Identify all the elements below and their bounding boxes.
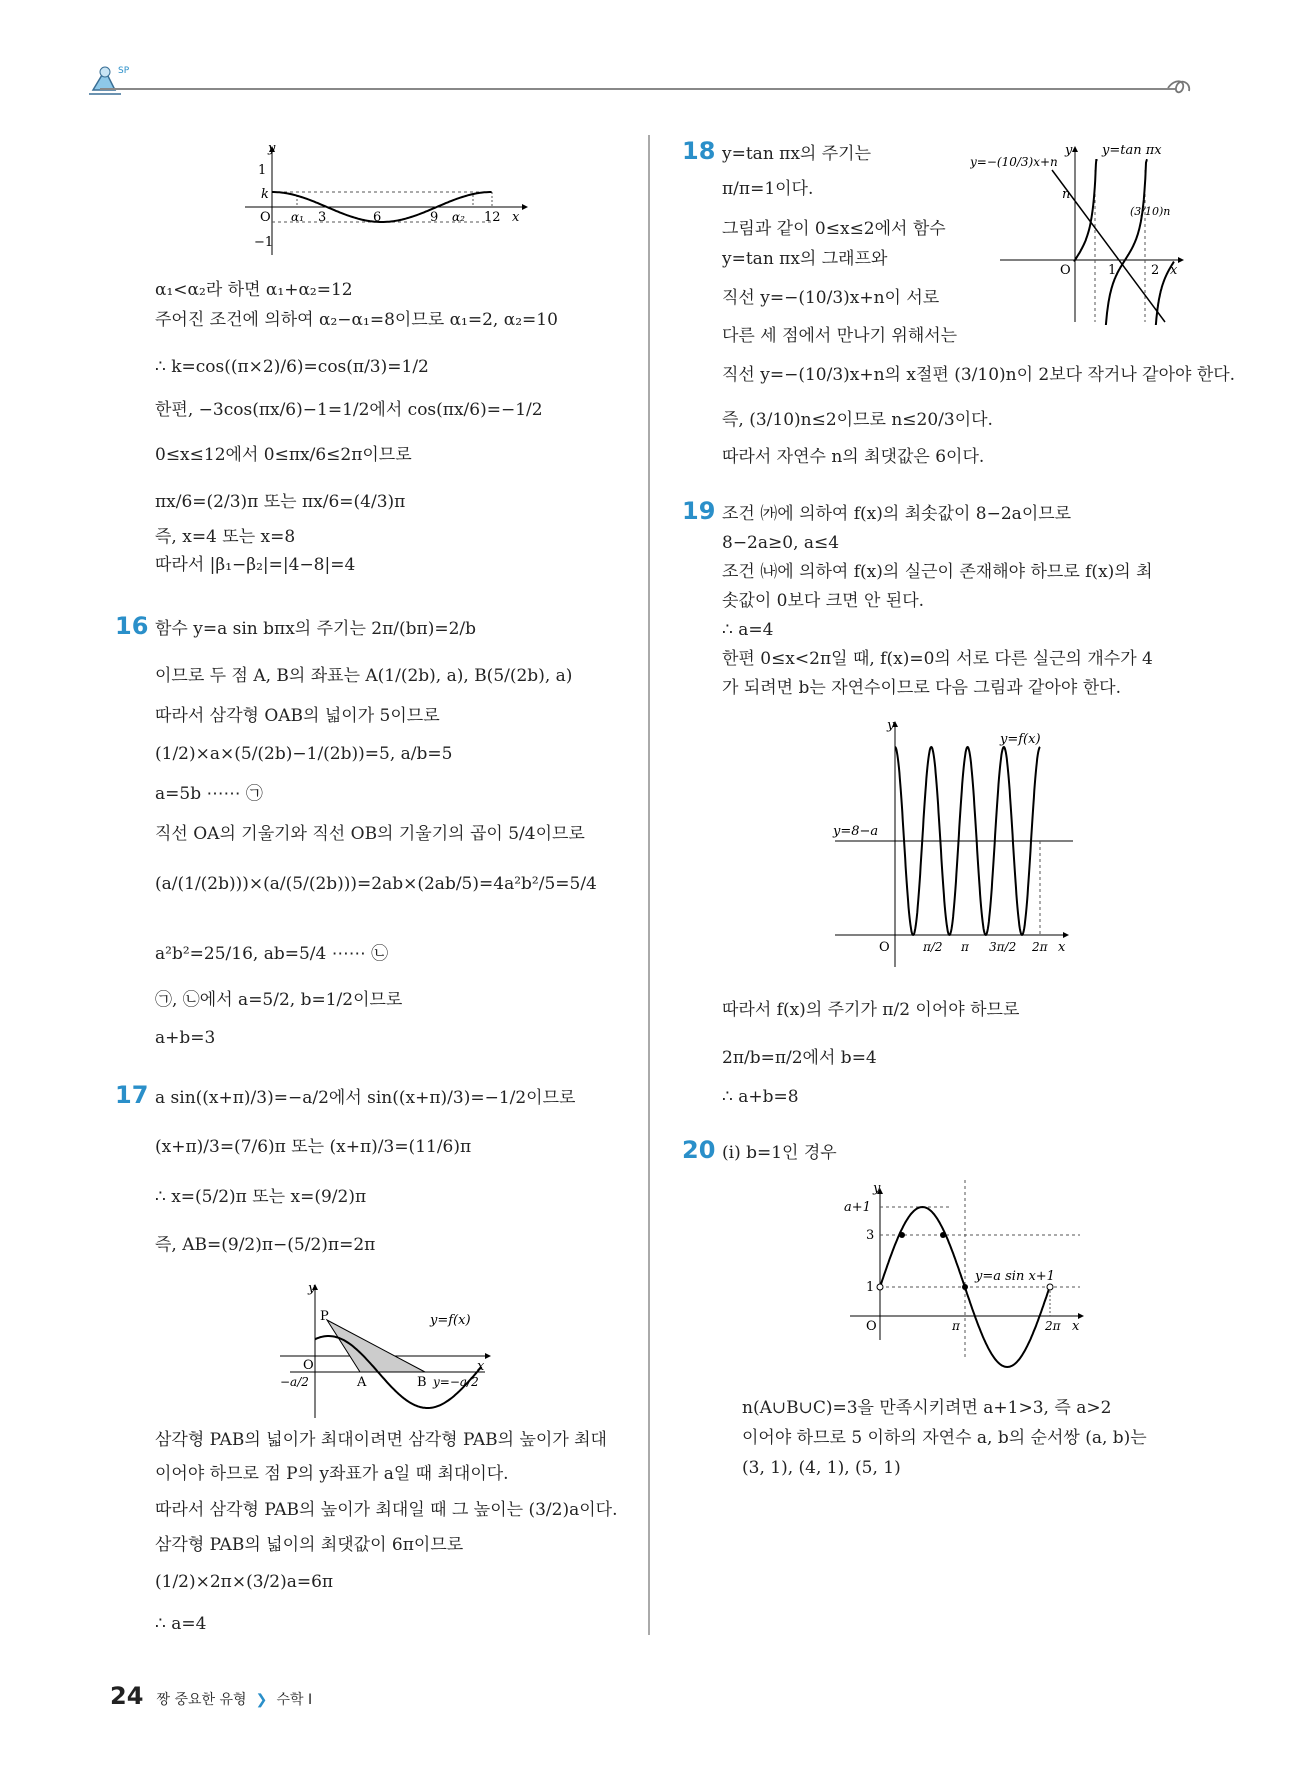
p16-line-7: (a/(1/(2b)))×(a/(5/(2b)))=2ab×(2ab/5)=4a²b²/5=5/4 (155, 874, 597, 894)
y-label: y (1065, 143, 1073, 158)
tick-1: 1 (1108, 263, 1117, 278)
y-label: y (873, 1181, 881, 1196)
origin-label: O (303, 1358, 314, 1373)
p15-line-8: 따라서 |β₁−β₂|=|4−8|=4 (155, 555, 356, 575)
x-axis-arrow (522, 204, 528, 210)
graph-18 (970, 140, 1185, 325)
p15-line-4: 한편, −3cos(πx/6)−1=1/2에서 cos(πx/6)=−1/2 (155, 400, 543, 420)
x-axis-arrow (485, 1353, 491, 1359)
x-label: x (1072, 1319, 1080, 1334)
fx-label: y=f(x) (430, 1313, 471, 1328)
tick-minus-one: −1 (254, 235, 274, 250)
tick-one: 1 (258, 163, 267, 178)
page-header (0, 0, 1300, 110)
line-label: y=−(10/3)x+n (970, 155, 1058, 169)
p18-line-3: 그림과 같이 0≤x≤2에서 함수 (722, 219, 946, 239)
origin-label: O (260, 210, 271, 225)
p20-line-2: n(A∪B∪C)=3을 만족시키려면 a+1>3, 즉 a>2 (742, 1398, 1112, 1418)
book-title: 짱 중요한 유형 (156, 1692, 247, 1708)
x-label: x (512, 210, 520, 225)
y-label: y (887, 718, 895, 733)
p19-line-2: 8−2a≥0, a≤4 (722, 533, 840, 553)
n-label: n (1062, 187, 1071, 202)
p20-line-3: 이어야 하므로 5 이하의 자연수 a, b의 순서쌍 (a, b)는 (742, 1428, 1147, 1448)
p18-line-5: 직선 y=−(10/3)x+n이 서로 (722, 288, 940, 308)
p19-line-4: 솟값이 0보다 크면 안 된다. (722, 591, 925, 611)
tick-pi-half: π/2 (923, 940, 943, 954)
tick-6: 6 (373, 210, 382, 225)
p17-line-6: 이어야 하므로 점 P의 y좌표가 a일 때 최대이다. (155, 1464, 509, 1484)
mascot-label: SP (118, 66, 130, 76)
tick-3: 3 (318, 210, 327, 225)
p19-line-3: 조건 ㈏에 의하여 f(x)의 실근이 존재해야 하므로 f(x)의 최 (722, 562, 1153, 582)
tick-a-plus-1: a+1 (844, 1200, 871, 1215)
p16-line-6: 직선 OA의 기울기와 직선 OB의 기울기의 곱이 5/4이므로 (155, 824, 585, 844)
p15-line-6: πx/6=(2/3)π 또는 πx/6=(4/3)π (155, 492, 406, 512)
p18-line-9: 따라서 자연수 n의 최댓값은 6이다. (722, 447, 985, 467)
tick-3: 3 (866, 1228, 875, 1243)
point-b-label: B (417, 1375, 427, 1390)
tick-two-pi: 2π (1032, 940, 1048, 954)
p15-line-2: 주어진 조건에 의하여 α₂−α₁=8이므로 α₁=2, α₂=10 (155, 310, 558, 330)
p19-line-10: ∴ a+b=8 (722, 1087, 799, 1107)
graph-19 (825, 715, 1075, 970)
point-pi (962, 1284, 968, 1290)
problem-16-number: 16 (115, 612, 149, 640)
line-label: y=8−a (833, 824, 879, 839)
p17-line-7: 따라서 삼각형 PAB의 높이가 최대일 때 그 높이는 (3/2)a이다. (155, 1500, 618, 1520)
p17-line-8: 삼각형 PAB의 넓이의 최댓값이 6π이므로 (155, 1535, 464, 1555)
tan-label: y=tan πx (1102, 143, 1162, 158)
p18-line-6: 다른 세 점에서 만나기 위해서는 (722, 326, 958, 346)
alpha1-label: α₁ (291, 210, 304, 224)
page-footer (110, 1682, 510, 1712)
graph-15 (240, 140, 530, 260)
problem-17-number: 17 (115, 1081, 149, 1109)
problem-18-number: 18 (682, 137, 716, 165)
p17-line-9: (1/2)×2π×(3/2)a=6π (155, 1572, 334, 1592)
p17-line-10: ∴ a=4 (155, 1614, 207, 1634)
point-3-left (899, 1232, 905, 1238)
p19-line-6: 한편 0≤x<2π일 때, f(x)=0의 서로 다른 실근의 개수가 4 (722, 649, 1153, 669)
p16-line-8: a²b²=25/16, ab=5/4 ⋯⋯ ㉡ (155, 944, 389, 964)
origin-label: O (879, 940, 890, 955)
curve-label: y=a sin x+1 (975, 1269, 1055, 1284)
point-p-label: P (320, 1309, 329, 1324)
open-point-start (877, 1284, 883, 1290)
p17-line-5: 삼각형 PAB의 넓이가 최대이려면 삼각형 PAB의 높이가 최대 (155, 1430, 607, 1450)
p16-line-2: 이므로 두 점 A, B의 좌표는 A(1/(2b), a), B(5/(2b), a) (155, 666, 573, 686)
subject-label: 수학 I (276, 1692, 313, 1708)
p15-line-1: α₁<α₂라 하면 α₁+α₂=12 (155, 280, 353, 300)
problem-19-number: 19 (682, 497, 716, 525)
tick-1: 1 (866, 1280, 875, 1295)
column-divider (648, 135, 650, 1635)
x-axis-arrow (1178, 257, 1184, 263)
y-axis-arrow (1072, 146, 1078, 152)
point-3-right (940, 1232, 946, 1238)
p19-line-5: ∴ a=4 (722, 620, 774, 640)
graph-17 (275, 1280, 500, 1420)
origin-label: O (1060, 263, 1071, 278)
p18-line-1: y=tan πx의 주기는 (722, 144, 872, 164)
k-label: k (261, 187, 269, 202)
chevron-icon: ❯ (255, 1692, 268, 1708)
p17-line-2: (x+π)/3=(7/6)π 또는 (x+π)/3=(11/6)π (155, 1137, 472, 1157)
p19-line-9: 2π/b=π/2에서 b=4 (722, 1048, 877, 1068)
p19-line-8: 따라서 f(x)의 주기가 π/2 이어야 하므로 (722, 1000, 1020, 1020)
header-rule (100, 88, 1175, 90)
p15-line-3: ∴ k=cos((π×2)/6)=cos(π/3)=1/2 (155, 357, 429, 377)
p16-line-3: 따라서 삼각형 OAB의 넓이가 5이므로 (155, 706, 440, 726)
x-label: x (1058, 940, 1066, 955)
problem-20-number: 20 (682, 1136, 716, 1164)
ribbon-icon (1165, 75, 1195, 105)
tick-9: 9 (430, 210, 439, 225)
tick-minus-a2: −a/2 (280, 1375, 309, 1389)
p18-line-4: y=tan πx의 그래프와 (722, 249, 888, 269)
page-number: 24 (110, 1682, 144, 1710)
y-label: y (308, 1281, 316, 1296)
tick-2: 2 (1151, 263, 1160, 278)
graph-20 (840, 1180, 1090, 1370)
p20-line-4: (3, 1), (4, 1), (5, 1) (742, 1458, 901, 1478)
point-a-label: A (357, 1375, 367, 1390)
x-label: x (1170, 263, 1178, 278)
tick-two-pi: 2π (1045, 1319, 1061, 1333)
p19-line-7: 가 되려면 b는 자연수이므로 다음 그림과 같아야 한다. (722, 678, 1121, 698)
tick-three-pi-half: 3π/2 (989, 940, 1017, 954)
p16-line-9: ㉠, ㉡에서 a=5/2, b=1/2이므로 (155, 990, 403, 1010)
tick-pi: π (961, 940, 969, 954)
p16-line-5: a=5b ⋯⋯ ㉠ (155, 784, 263, 804)
p17-line-1: a sin((x+π)/3)=−a/2에서 sin((x+π)/3)=−1/2이므로 (155, 1088, 576, 1108)
line-label: y=−a/2 (433, 1375, 479, 1389)
y-label: y (268, 141, 276, 156)
alpha2-label: α₂ (452, 210, 465, 224)
x-label: x (477, 1359, 485, 1374)
open-point-end (1047, 1284, 1053, 1290)
p15-line-5: 0≤x≤12에서 0≤πx/6≤2π이므로 (155, 445, 412, 465)
p18-line-2: π/π=1이다. (722, 179, 814, 199)
p17-line-3: ∴ x=(5/2)π 또는 x=(9/2)π (155, 1187, 367, 1207)
p16-line-4: (1/2)×a×(5/(2b)−1/(2b))=5, a/b=5 (155, 744, 453, 764)
x-axis-arrow (1063, 932, 1069, 938)
tan-curve (1074, 160, 1174, 325)
tick-pi: π (952, 1319, 960, 1333)
p18-line-8: 즉, (3/10)n≤2이므로 n≤20/3이다. (722, 410, 993, 430)
p16-line-10: a+b=3 (155, 1028, 216, 1048)
triangle-pab (327, 1320, 425, 1372)
p15-line-7: 즉, x=4 또는 x=8 (155, 527, 296, 547)
p16-line-1: 함수 y=a sin bπx의 주기는 2π/(bπ)=2/b (155, 619, 476, 639)
xint-label: (3/10)n (1130, 205, 1171, 218)
origin-label: O (866, 1319, 877, 1334)
p19-line-1: 조건 ㈎에 의하여 f(x)의 최솟값이 8−2a이므로 (722, 504, 1072, 524)
tick-12: 12 (484, 210, 501, 225)
p17-line-4: 즉, AB=(9/2)π−(5/2)π=2π (155, 1235, 376, 1255)
p18-line-7: 직선 y=−(10/3)x+n의 x절편 (3/10)n이 2보다 작거나 같아야 한다. (722, 365, 1236, 385)
fx-label: y=f(x) (1000, 732, 1041, 747)
p20-line-1: (i) b=1인 경우 (722, 1143, 837, 1163)
